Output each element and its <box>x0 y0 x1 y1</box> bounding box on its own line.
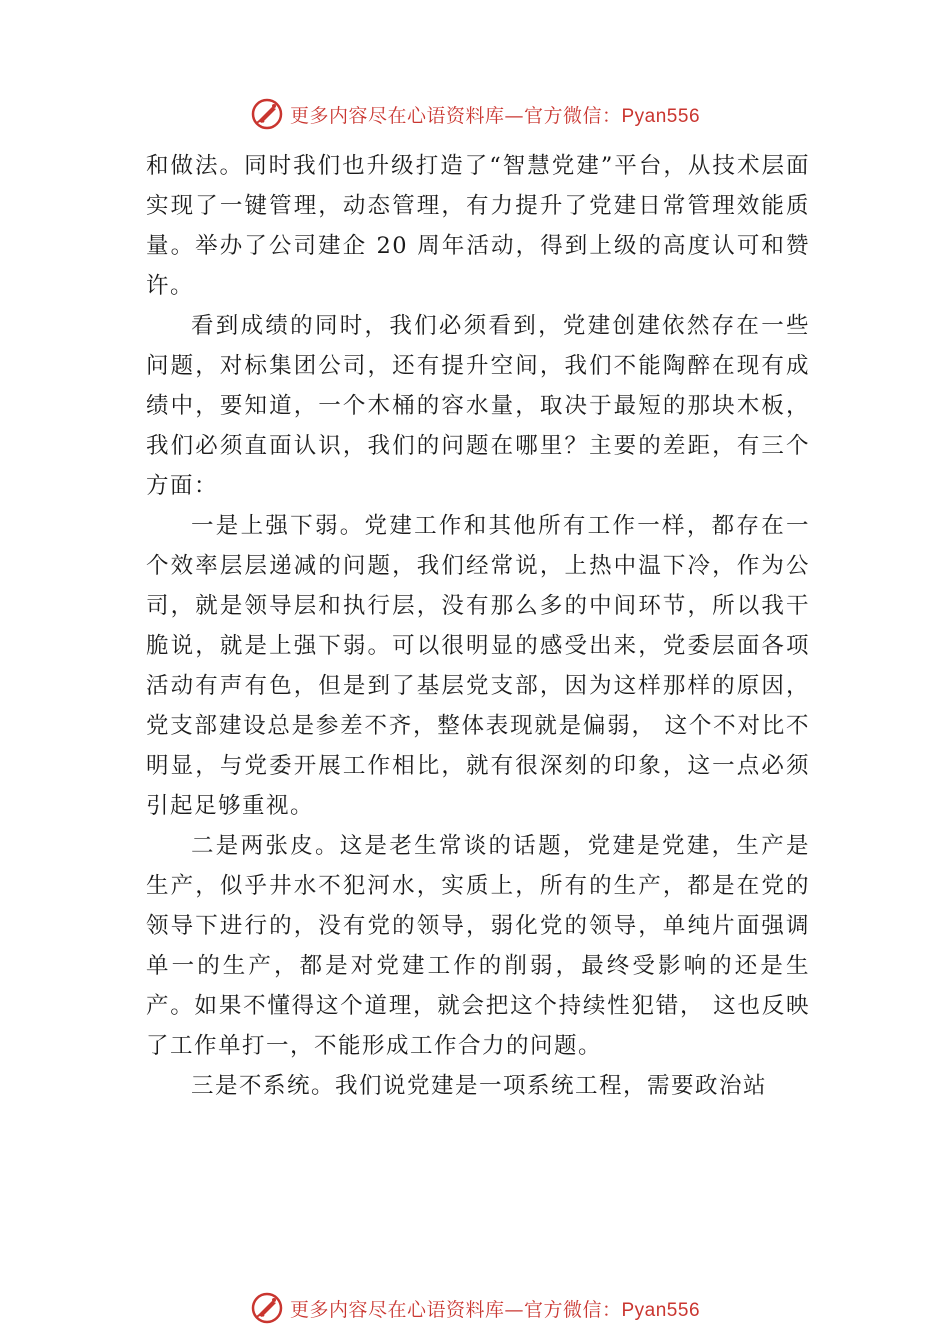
paragraph-5: 三是不系统。我们说党建是一项系统工程，需要政治站 <box>191 1073 768 1099</box>
paragraph-4: 二是两张皮。这是老生常谈的话题，党建是党建，生产是生产，似乎井水不犯河水，实质上，所有的生产，都是在党的领导下进行的，没有党的领导，弱化党的领导，单纯片面强调单一的生产，都是对党建工作的削弱，最终受影响的还是生产。如果不懂得这个道理，就会把这个持续性犯错， 这也反映了工作单打一，不能形成工作合力的问题。 <box>146 833 810 1059</box>
header-banner-account: Pyan556 <box>621 105 701 127</box>
pen-seal-icon <box>250 1291 284 1325</box>
paragraph-2: 看到成绩的同时，我们必须看到，党建创建依然存在一些问题，对标集团公司，还有提升空间，我们不能陶醉在现有成绩中，要知道，一个木桶的容水量，取决于最短的那块木板，我们必须直面认识，我们的问题在哪里？主要的差距，有三个方面： <box>146 313 810 499</box>
header-banner-text: 更多内容尽在心语资料库—官方微信：Pyan556 <box>289 104 701 127</box>
paragraph-3: 一是上强下弱。党建工作和其他所有工作一样，都存在一个效率层层递减的问题，我们经常说，上热中温下冷，作为公司，就是领导层和执行层，没有那么多的中间环节，所以我干脆说，就是上强下弱。可以很明显的感受出来，党委层面各项活动有声有色，但是到了基层党支部，因为这样那样的原因，党支部建设总是参差不齐，整体表现就是偏弱， 这个不对比不明显，与党委开展工作相比，就有很深刻的印象，这一点必须引起足够重视。 <box>146 513 810 819</box>
footer-banner <box>0 1288 950 1328</box>
header-banner <box>0 94 950 134</box>
pen-seal-icon <box>250 97 284 131</box>
footer-banner-account: Pyan556 <box>621 1299 701 1321</box>
paragraph-1: 和做法。同时我们也升级打造了“智慧党建”平台，从技术层面实现了一键管理，动态管理，有力提升了党建日常管理效能质量。举办了公司建企 20 周年活动，得到上级的高度认可和赞许。 <box>146 153 810 299</box>
document-body <box>146 146 810 1106</box>
footer-banner-text: 更多内容尽在心语资料库—官方微信：Pyan556 <box>289 1298 701 1321</box>
